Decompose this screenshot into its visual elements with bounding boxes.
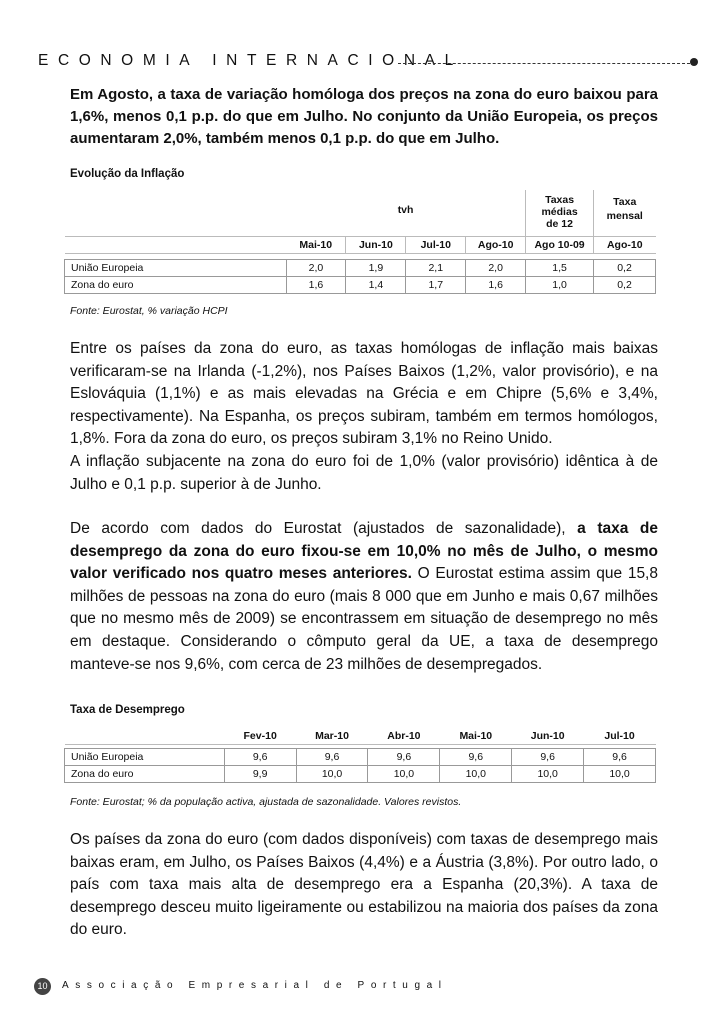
table-cell: 1,0 (526, 276, 594, 293)
table-cell: 10,0 (440, 765, 512, 782)
column-header: Ago 10-09 (526, 236, 594, 253)
header-dot (690, 58, 698, 66)
column-header: Ago-10 (466, 236, 526, 253)
table-cell: 0,2 (594, 259, 656, 276)
table-cell: 1,7 (406, 276, 466, 293)
taxas-medias-header: Taxas médias de 12 (526, 190, 594, 236)
inflation-paragraph: Entre os países da zona do euro, as taxas homólogas de inflação mais baixas verificaram-se na Irlanda (-1,2%), nos Países Baixos (1,2%, valor provisório), e na Eslováquia (1,1%) e as mais elevadas na Grécia e em Chipre (5,6% e 3,4%, respectivamente). Na Espanha, os preços subiram, também em termos homólogos, 1,8%. Fora da zona do euro, os preços subiram 3,1% no Reino Unido. A inflação subjacente na zona do euro foi de 1,0% (valor provisório) idêntica à de Julho e 0,1 p.p. superior à de Junho. (70, 340, 658, 493)
table-cell: 9,6 (584, 748, 656, 765)
table-row (65, 259, 656, 276)
lead-paragraph: Em Agosto, a taxa de variação homóloga dos preços na zona do euro baixou para 1,6%, menos 0,1 p.p. do que em Julho. No conjunto da União Europeia, os preços aumentaram 2,0%, também menos 0,1 p.p. do que em Julho. (70, 86, 658, 147)
table-row (65, 276, 656, 293)
table-cell: 9,6 (368, 748, 440, 765)
inflation-title: Evolução da Inflação (70, 168, 185, 180)
table-row (65, 748, 656, 765)
table-cell: 10,0 (584, 765, 656, 782)
table-cell: 0,2 (594, 276, 656, 293)
table-cell: 10,0 (512, 765, 584, 782)
table-cell: 9,9 (224, 765, 296, 782)
table-cell: 2,0 (466, 259, 526, 276)
table-cell: 9,6 (440, 748, 512, 765)
section-title: ECONOMIA INTERNACIONAL (38, 52, 463, 69)
section-header (38, 52, 688, 74)
inflation-column-headers (65, 236, 656, 253)
column-header: Jun-10 (346, 236, 406, 253)
page-number: 10 (34, 978, 51, 995)
table-cell: 10,0 (368, 765, 440, 782)
column-header: Jun-10 (512, 728, 584, 744)
table-cell: 2,0 (286, 259, 346, 276)
column-header: Ago-10 (594, 236, 656, 253)
table-row (65, 765, 656, 782)
column-header: Mai-10 (286, 236, 346, 253)
table-cell: 9,6 (224, 748, 296, 765)
unemployment-paragraph: De acordo com dados do Eurostat (ajustados de sazonalidade), a taxa de desemprego da zona do euro fixou-se em 10,0% no mês de Julho, o mesmo valor verificado nos quatro meses anteriores. O Eurostat estima assim que 15,8 milhões de pessoas na zona do euro (mais 8 000 que em Junho e mais 0,67 milhões que no mesmo mês de 2009) se encontrassem em situação de desemprego no mês em destaque. Considerando o cômputo geral da UE, a taxa de desemprego manteve-se nos 9,6%, com cerca de 23 milhões de desempregados. (70, 520, 658, 673)
table-cell: 1,6 (466, 276, 526, 293)
header-dashed-rule (398, 63, 690, 64)
table-cell: 1,6 (286, 276, 346, 293)
inflation-table (64, 190, 656, 294)
column-header: Jul-10 (406, 236, 466, 253)
table-cell: 1,5 (526, 259, 594, 276)
unemployment-countries-paragraph: Os países da zona do euro (com dados disponíveis) com taxas de desemprego mais baixas eram, em Julho, os Países Baixos (4,4%) e a Áustria (3,8%). Por outro lado, o país com taxa mais alta de desemprego era a Espanha (20,3%). A taxa de desemprego desceu muito ligeiramente ou estabilizou na maioria dos países da zona do euro. (70, 831, 658, 939)
row-label: União Europeia (65, 259, 287, 276)
footer-organization: Associação Empresarial de Portugal (62, 980, 448, 991)
unemployment-table (64, 728, 656, 783)
table-cell: 10,0 (296, 765, 368, 782)
column-header: Fev-10 (224, 728, 296, 744)
tvh-header: tvh (286, 190, 526, 236)
row-label: União Europeia (65, 748, 225, 765)
unemployment-source-note: Fonte: Eurostat; % da população activa, ajustada de sazonalidade. Valores revistos. (70, 796, 462, 808)
unemployment-title: Taxa de Desemprego (70, 704, 185, 716)
column-header: Abr-10 (368, 728, 440, 744)
table-cell: 1,9 (346, 259, 406, 276)
row-label: Zona do euro (65, 765, 225, 782)
unemployment-column-headers (65, 728, 656, 744)
table-cell: 2,1 (406, 259, 466, 276)
column-header: Jul-10 (584, 728, 656, 744)
column-header: Mai-10 (440, 728, 512, 744)
table-cell: 1,4 (346, 276, 406, 293)
table-cell: 9,6 (296, 748, 368, 765)
column-header: Mar-10 (296, 728, 368, 744)
inflation-source-note: Fonte: Eurostat, % variação HCPI (70, 305, 228, 317)
table-cell: 9,6 (512, 748, 584, 765)
taxa-mensal-header: Taxa mensal (594, 190, 656, 236)
row-label: Zona do euro (65, 276, 287, 293)
